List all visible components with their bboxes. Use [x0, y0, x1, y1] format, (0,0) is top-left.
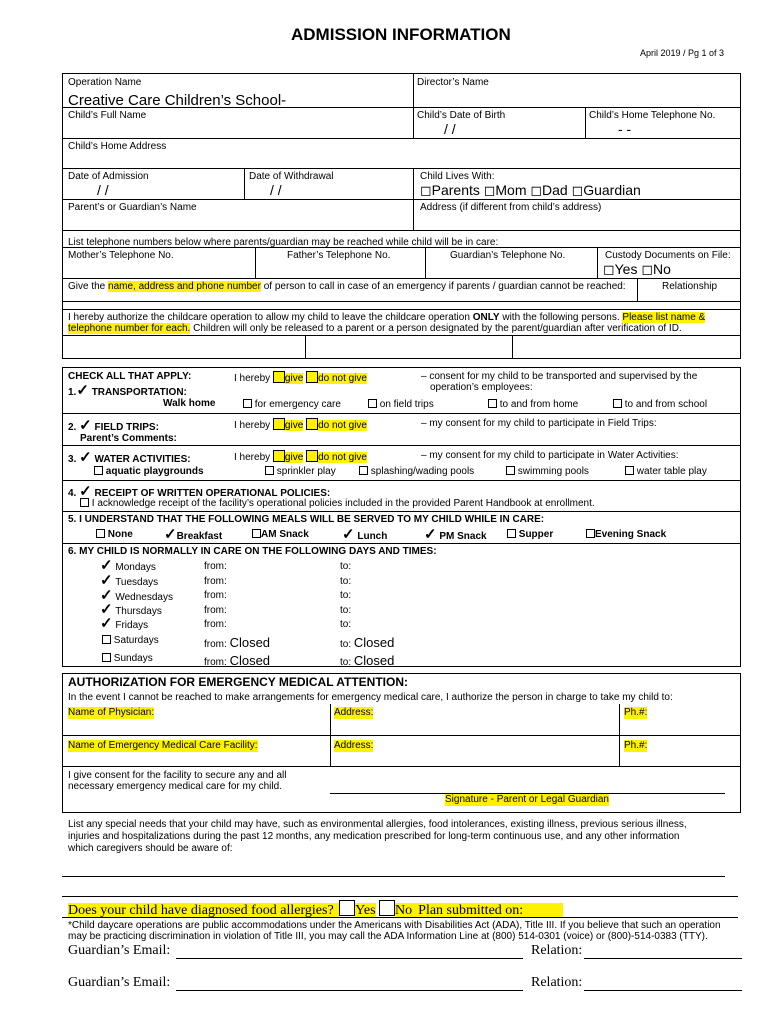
- to-label: to:: [340, 605, 352, 616]
- facility-address-field[interactable]: Address:: [334, 740, 374, 751]
- field-trips-checkbox[interactable]: [368, 399, 377, 408]
- director-name-field[interactable]: Director’s Name: [417, 77, 489, 88]
- field-give-checkbox[interactable]: [273, 418, 285, 430]
- ada-line-1: *Child daycare operations are public accommodations under the Americans with Disabilities Act (ADA), Title III. If you believe that such an operation: [68, 920, 721, 931]
- plan-submitted-field[interactable]: Plan submitted on:: [418, 903, 563, 918]
- relation-input[interactable]: [584, 990, 742, 991]
- emergency-care-option[interactable]: for emergency care: [243, 399, 341, 411]
- signature-label: Signature - Parent or Legal Guardian: [445, 794, 609, 805]
- home-phone-field[interactable]: - -: [618, 121, 632, 137]
- water-table-checkbox[interactable]: [625, 466, 634, 475]
- meal-none-checkbox[interactable]: [96, 529, 105, 538]
- meal-none[interactable]: None: [96, 529, 133, 541]
- consent-line-1: I give consent for the facility to secure any and all: [68, 770, 287, 781]
- check-icon: ✓: [100, 557, 113, 574]
- aquatic-checkbox[interactable]: [94, 466, 103, 475]
- check-icon: ✓: [79, 449, 92, 466]
- transport-give-checkbox[interactable]: [273, 371, 285, 383]
- acknowledge-option[interactable]: I acknowledge receipt of the facility’s operational policies included in the provided Parent Handbook at enrollment.: [80, 498, 595, 510]
- transport-label: 1.✓ TRANSPORTATION:: [68, 382, 187, 399]
- physician-address-field[interactable]: Address:: [334, 707, 374, 718]
- transport-consent-text-2: operation’s employees:: [430, 382, 533, 393]
- to-label: to:: [340, 576, 352, 587]
- sunday-checkbox[interactable]: [102, 653, 111, 662]
- day-row-saturdays[interactable]: Saturdays: [102, 635, 159, 647]
- to-value-saturday[interactable]: Closed: [353, 635, 395, 650]
- from-label: from:: [204, 619, 227, 630]
- relationship-label: Relationship: [662, 281, 718, 292]
- transport-consent-text-1: – consent for my child to be transported and supervised by the: [421, 371, 698, 382]
- water-consent-text: – my consent for my child to participate in Water Activities:: [421, 450, 679, 461]
- special-needs-line[interactable]: [62, 876, 725, 877]
- meal-pm-snack[interactable]: ✓ PM Snack: [424, 526, 487, 543]
- facility-phone-field[interactable]: Ph.#:: [624, 740, 648, 751]
- water-consent-row: I hereby give do not give: [234, 452, 367, 463]
- meal-lunch[interactable]: ✓ Lunch: [342, 526, 388, 543]
- relation-label: Relation:: [531, 943, 583, 958]
- from-label: from:: [204, 590, 227, 601]
- meal-am-checkbox[interactable]: [252, 529, 261, 538]
- saturday-checkbox[interactable]: [102, 635, 111, 644]
- allergy-divider: [62, 917, 738, 918]
- lives-with-label: Child Lives With:: [420, 171, 495, 182]
- guardian-email-input[interactable]: [176, 958, 523, 959]
- phone-intro: List telephone numbers below where parents/guardian may be reached while child will be in care:: [68, 237, 499, 248]
- operation-name-field[interactable]: Creative Care Children’s School-: [68, 92, 287, 109]
- check-icon: ✓: [164, 526, 177, 543]
- parent-comments-field[interactable]: Parent’s Comments:: [80, 433, 177, 444]
- day-row-sundays[interactable]: Sundays: [102, 653, 153, 665]
- field-do-not-give-checkbox[interactable]: [306, 418, 318, 430]
- from-label: from:: [204, 561, 227, 572]
- allergy-yes-checkbox[interactable]: [339, 900, 355, 916]
- day-row-wednesdays[interactable]: ✓ Wednesdays: [100, 587, 173, 604]
- admission-date-label: Date of Admission: [68, 171, 149, 182]
- walk-home-label: Walk home: [163, 398, 216, 409]
- custody-options[interactable]: ◻Yes ◻No: [603, 261, 671, 277]
- guardian-email-label: Guardian’s Email:: [68, 975, 171, 990]
- from-label: from: Closed: [204, 635, 271, 650]
- page-info: April 2019 / Pg 1 of 3: [640, 48, 725, 58]
- parent-address-field[interactable]: Address (if different from child’s address): [420, 202, 602, 213]
- check-all-label: CHECK ALL THAT APPLY:: [68, 371, 192, 382]
- guardian-email-label: Guardian’s Email:: [68, 943, 171, 958]
- from-label: from: Closed: [204, 653, 271, 668]
- ada-line-2: may be practicing discrimination in violation of Title III, you may call the ADA Information Line at (800) 514-0301 (voice) or (800)-514-0383 (TTY).: [68, 931, 708, 942]
- field-trips-consent-row: I hereby give do not give: [234, 420, 367, 431]
- check-icon: ✓: [424, 526, 437, 543]
- emergency-contact-label: Give the name, address and phone number of person to call in case of an emergency if parents / guardian cannot be reached:: [68, 281, 626, 292]
- transport-consent-row: I hereby give do not give: [234, 373, 367, 384]
- check-icon: ✓: [79, 417, 92, 434]
- medical-intro: In the event I cannot be reached to make arrangements for emergency medical care, I authorize the person in charge to take my child to:: [68, 692, 673, 703]
- check-icon: ✓: [100, 601, 113, 618]
- water-table-option[interactable]: water table play: [625, 466, 707, 478]
- check-icon: ✓: [79, 483, 92, 500]
- acknowledge-checkbox[interactable]: [80, 498, 89, 507]
- meal-am-snack[interactable]: AM Snack: [252, 529, 309, 541]
- admission-date-field[interactable]: / /: [97, 182, 109, 198]
- from-value-saturday[interactable]: Closed: [229, 635, 271, 650]
- parent-name-field[interactable]: Parent’s or Guardian’s Name: [68, 202, 197, 213]
- to-from-home-checkbox[interactable]: [488, 399, 497, 408]
- dob-label: Child’s Date of Birth: [417, 110, 506, 121]
- day-row-fridays[interactable]: ✓ Fridays: [100, 615, 149, 632]
- withdrawal-date-field[interactable]: / /: [270, 182, 282, 198]
- home-address-field[interactable]: Child’s Home Address: [68, 141, 167, 152]
- guardian-email-input[interactable]: [176, 990, 523, 991]
- check-icon: ✓: [100, 572, 113, 589]
- meal-evening-checkbox[interactable]: [586, 529, 595, 538]
- days-label: 6. MY CHILD IS NORMALLY IN CARE ON THE FOLLOWING DAYS AND TIMES:: [68, 546, 437, 557]
- splashing-option[interactable]: splashing/wading pools: [359, 466, 474, 478]
- receipt-label: 4. ✓ RECEIPT OF WRITTEN OPERATIONAL POLICIES:: [68, 483, 331, 500]
- consent-line-2: necessary emergency medical care for my child.: [68, 781, 282, 792]
- relation-label: Relation:: [531, 975, 583, 990]
- aquatic-option[interactable]: aquatic playgrounds: [94, 466, 204, 478]
- facility-field[interactable]: Name of Emergency Medical Care Facility:: [68, 740, 258, 751]
- page-title: ADMISSION INFORMATION: [291, 25, 511, 44]
- field-trips-option[interactable]: on field trips: [368, 399, 434, 411]
- water-do-not-give-checkbox[interactable]: [306, 450, 318, 462]
- authorize-line-1: I hereby authorize the childcare operation to allow my child to leave the childcare operation ONLY with the following persons. Please list name &: [68, 312, 706, 323]
- field-trips-consent-text: – my consent for my child to participate in Field Trips:: [421, 418, 657, 429]
- check-icon: ✓: [76, 382, 89, 399]
- splashing-checkbox[interactable]: [359, 466, 368, 475]
- day-row-mondays[interactable]: ✓ Mondays: [100, 557, 156, 574]
- emergency-care-checkbox[interactable]: [243, 399, 252, 408]
- water-label: 3. ✓ WATER ACTIVITIES:: [68, 449, 191, 466]
- to-from-school-option[interactable]: to and from school: [613, 399, 707, 411]
- to-value-sunday[interactable]: Closed: [353, 653, 395, 668]
- meal-evening[interactable]: Evening Snack: [586, 529, 666, 541]
- lives-with-options[interactable]: ◻Parents ◻Mom ◻Dad ◻Guardian: [420, 182, 641, 198]
- check-icon: ✓: [100, 587, 113, 604]
- swimming-checkbox[interactable]: [506, 466, 515, 475]
- custody-label: Custody Documents on File:: [605, 250, 731, 261]
- check-icon: ✓: [100, 615, 113, 632]
- home-phone-label: Child’s Home Telephone No.: [589, 110, 716, 121]
- day-row-thursdays[interactable]: ✓ Thursdays: [100, 601, 162, 618]
- field-trips-label: 2. ✓ FIELD TRIPS:: [68, 417, 159, 434]
- physician-phone-field[interactable]: Ph.#:: [624, 707, 648, 718]
- swimming-option[interactable]: swimming pools: [506, 466, 589, 478]
- to-label: to:: [340, 561, 352, 572]
- physician-field[interactable]: Name of Physician:: [68, 707, 155, 718]
- special-needs-line[interactable]: [62, 896, 738, 897]
- authorize-line-2: telephone number for each. Children will only be released to a parent or a person designated by the parent/guardian after verification of ID.: [68, 323, 682, 334]
- guardian-phone-field[interactable]: Guardian’s Telephone No.: [450, 250, 566, 261]
- operation-name-label: Operation Name: [68, 77, 142, 88]
- day-row-tuesdays[interactable]: ✓ Tuesdays: [100, 572, 159, 589]
- sprinkler-option[interactable]: sprinkler play: [265, 466, 336, 478]
- withdrawal-date-label: Date of Withdrawal: [249, 171, 334, 182]
- special-needs-line-3: which caregivers should be aware of:: [68, 843, 233, 854]
- to-from-home-option[interactable]: to and from home: [488, 399, 578, 411]
- meal-supper-checkbox[interactable]: [507, 529, 516, 538]
- water-give-checkbox[interactable]: [273, 450, 285, 462]
- meal-supper[interactable]: Supper: [507, 529, 553, 541]
- check-icon: ✓: [342, 526, 355, 543]
- from-label: from:: [204, 605, 227, 616]
- special-needs-line-2: injuries and hospitalizations during the past 12 months, any medication prescribed for long-term continuous use, and any other information: [68, 831, 680, 842]
- from-value-sunday[interactable]: Closed: [229, 653, 271, 668]
- relation-input[interactable]: [584, 958, 742, 959]
- dob-field[interactable]: / /: [444, 121, 456, 137]
- from-label: from:: [204, 576, 227, 587]
- meals-label: 5. I UNDERSTAND THAT THE FOLLOWING MEALS WILL BE SERVED TO MY CHILD WHILE IN CARE:: [68, 514, 545, 525]
- to-from-school-checkbox[interactable]: [613, 399, 622, 408]
- allergy-no-checkbox[interactable]: [379, 900, 395, 916]
- allergy-question: Does your child have diagnosed food allergies? Yes No Plan submitted on:: [68, 900, 563, 919]
- special-needs-line-1: List any special needs that your child may have, such as environmental allergies, food intolerances, existing illness, previous serious illness,: [68, 819, 687, 830]
- child-full-name-field[interactable]: Child’s Full Name: [68, 110, 147, 121]
- father-phone-field[interactable]: Father’s Telephone No.: [287, 250, 391, 261]
- medical-title: AUTHORIZATION FOR EMERGENCY MEDICAL ATTENTION:: [68, 675, 408, 689]
- transport-do-not-give-checkbox[interactable]: [306, 371, 318, 383]
- to-label: to: Closed: [340, 635, 395, 650]
- to-label: to: Closed: [340, 653, 395, 668]
- to-label: to:: [340, 590, 352, 601]
- sprinkler-checkbox[interactable]: [265, 466, 274, 475]
- meal-breakfast[interactable]: ✓Breakfast: [164, 526, 223, 543]
- to-label: to:: [340, 619, 352, 630]
- mother-phone-field[interactable]: Mother’s Telephone No.: [68, 250, 174, 261]
